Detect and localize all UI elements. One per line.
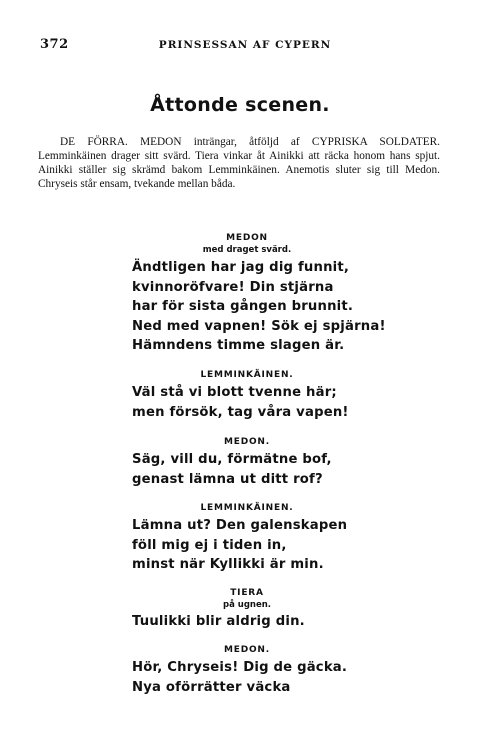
speaker-name: TIERA xyxy=(230,588,264,598)
verse-line: har för sista gången brunnit. xyxy=(132,299,354,315)
verse-line: Ned med vapnen! Sök ej spjärna! xyxy=(132,318,386,334)
dialogue-block xyxy=(0,437,480,489)
running-head: PRINSESSAN AF CYPERN xyxy=(158,39,332,51)
verse-line: minst när Kyllikki är min. xyxy=(132,557,324,573)
speaker-name: MEDON. xyxy=(224,437,270,447)
verse-line: genast lämna ut ditt rof? xyxy=(132,471,323,487)
verse-line: Lämna ut? Den galenskapen xyxy=(132,518,348,533)
speaker-name: LEMMINKÄINEN. xyxy=(200,370,294,380)
verse xyxy=(132,612,480,632)
dialogue-block xyxy=(0,588,480,632)
verse-line: Ändtligen har jag dig funnit, xyxy=(132,260,350,275)
page-number: 372 xyxy=(40,37,69,52)
verse-line: Tuulikki blir aldrig din. xyxy=(132,614,305,629)
speaker-stage-note: på ugnen. xyxy=(222,600,271,610)
verse xyxy=(132,516,480,575)
scene-title: Åttonde scenen. xyxy=(150,94,330,116)
dialogue-block xyxy=(0,233,480,356)
dialogue-block xyxy=(0,370,480,422)
stage-direction: DE FÖRRA. MEDON inträngar, åtföljd af CYPRISKA SOLDATER. Lemminkäinen drager sitt svärd. Tiera vinkar åt Ainikki att räcka honom hans spjut. Ainikki ställer sig skrämd bakom Lemminkäinen. Anemotis sluter sig till Medon. Chryseis står ensam, tvekande mellan båda. xyxy=(38,136,440,190)
verse-line: Väl stå vi blott tvenne här; xyxy=(132,385,337,400)
verse xyxy=(132,258,480,356)
verse-line: men försök, tag våra vapen! xyxy=(132,404,349,420)
speaker-name: LEMMINKÄINEN. xyxy=(200,503,294,513)
speaker-name: MEDON. xyxy=(224,645,270,655)
verse xyxy=(132,658,480,697)
dialogue-block xyxy=(0,503,480,575)
verse-line: föll mig ej i tiden in, xyxy=(132,537,287,553)
verse-line: Nya oförrätter väcka xyxy=(132,679,291,695)
dialogue-block xyxy=(0,645,480,697)
verse-line: Säg, vill du, förmätne bof, xyxy=(132,452,332,467)
verse xyxy=(132,383,480,422)
verse xyxy=(132,450,480,489)
verse-line: Hör, Chryseis! Dig de gäcka. xyxy=(132,660,348,675)
verse-line: kvinnoröfvare! Din stjärna xyxy=(132,279,334,295)
verse-line: Hämndens timme slagen är. xyxy=(132,338,345,354)
speaker-name: MEDON xyxy=(226,233,268,243)
speaker-stage-note: med draget svärd. xyxy=(202,245,292,255)
